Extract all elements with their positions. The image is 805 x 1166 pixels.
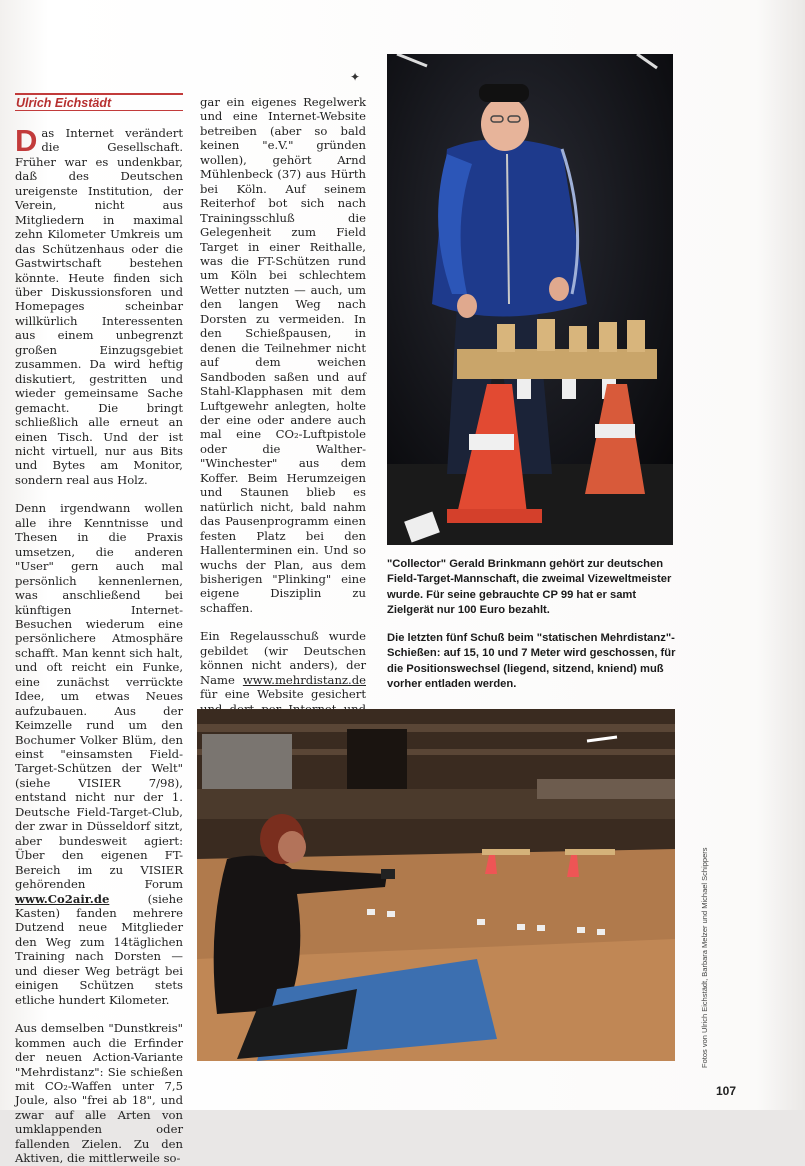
paragraph-2: Denn irgendwann wollen alle ihre Kenntnisse und Thesen in die Praxis umsetzen, die anderen "User" gern auch mal persönlich kennenlernen, was anschließend bei künftigen Internet-Besuchen wiederum eine persönlichere Atmosphäre schafft. Man kennt sich halt, und oft reicht ein Funke, eine zunächst verrückte Idee, um etwas Neues aufzubauen. Aus der Keimzelle rund um den Bochumer Volker Blüm, den einst "einsamsten Field-Target-Schützen der Welt" (siehe VISIER 7/98), entstand nicht nur der 1. Deutsche Field-Target-Club, der zwar in Düsseldorf sitzt, aber bundesweit agiert: Über den eigenen FT-Bereich im zu VISIER gehörenden Forum www.Co2air.de (siehe Kasten) fanden mehrere Dutzend neue Mitglieder den Weg zum 14täglichen Training nach Dorsten — und dieser Weg beträgt bei einigen Schützen stets etliche hundert Kilometer. <box>15 501 183 1007</box>
text-column-1 <box>15 123 183 1166</box>
paragraph-1: Das Internet verändert die Gesellschaft. Früher war es undenkbar, daß des Deutschen ureigenste Institution, der Verein, nicht aus Mitgliedern in maximal zehn Kilometer Umkreis um das Schützenhaus oder die Gastwirtschaft bestehen könnte. Heute finden sich über Diskussionsforen und Homepages scheinbar willkürlich Interessenten aus einem unbegrenzt großen Einzugsgebiet zusammen. Da wird heftig diskutiert, gestritten und wieder gemeinsame Sache gemacht. Die bringt schließlich alle erneut an einen Tisch. Und der ist nicht virtuell, nur aus Bits und Bytes am Monitor, sondern real aus Holz. <box>15 123 183 487</box>
photo-1-illustration <box>387 54 673 545</box>
photo-shooter-in-hall <box>197 709 675 1061</box>
paragraph-5: Ein Regelausschuß wurde gebildet (wir Deutschen können nicht anders), der Name www.mehrdistanz.de für eine Website gesichert <box>200 629 366 702</box>
caption-photo-1: "Collector" Gerald Brinkmann gehört zur deutschen Field-Target-Mannschaft, die zweimal Vizeweltmeister wurde. Für seine gebrauchte CP 99 hat er samt Zielgerät nur 100 Euro bezahlt. <box>387 558 672 616</box>
photo-credit: Fotos von Ulrich Eichstädt, Barbara Melzer und Michael Schippers <box>700 847 709 1068</box>
author-rule-top <box>15 93 183 95</box>
paragraph-3: Aus demselben "Dunstkreis" kommen auch die Erfinder der neuen Action-Variante "Mehrdistanz": Sie schießen mit CO₂-Waffen unter 7,5 Joule, also "frei ab 18", und zwar auf alle Arten von umklappenden oder fallenden Zielen. Zu den Aktiven, die mittlerweile so- <box>15 1021 183 1166</box>
text-column-2 <box>200 95 366 759</box>
photo-2-illustration <box>197 709 675 1061</box>
forum-link[interactable]: www.Co2air.de <box>15 891 110 906</box>
page-number: 107 <box>716 1084 737 1098</box>
website-link[interactable]: www.mehrdistanz.de <box>242 672 366 687</box>
author-rule-bottom <box>15 110 183 111</box>
paragraph-4: gar ein eigenes Regelwerk und eine Internet-Website betreiben (aber so bald keinen "e.V." gründen wollen), gehört Arnd Mühlenbeck (37) aus Hürth bei Köln. Auf seinem Reiterhof bot sich nach Trainingsschluß die Gelegenheit zum Field Target in einer Reithalle, was die FT-Schützen rund um Köln bei schlechtem Wetter nutzten — auch, um den langen Weg nach Dorsten zu vermeiden. In den Schießpausen, in denen die Teilnehmer nicht auf dem weichen Sandboden saßen und auf Stahl-Klapphasen mit dem Luftgewehr anlegten, holte der eine oder andere auch mal eine CO₂-Luftpistole oder die Walther-"Winchester" aus dem Koffer. Beim Herumzeigen und Staunen blieb es natürlich nicht, bald nahm das Pausenprogramm einen festen Platz bei den Hallenterminen ein. Und so wuchs der Plan, aus dem bisherigen "Plinking" eine eigene Disziplin zu schaffen. <box>200 95 366 615</box>
author-name: Ulrich Eichstädt <box>16 96 112 110</box>
scan-mark: ✦ <box>350 70 361 84</box>
drop-cap: D <box>15 123 38 158</box>
photo-man-with-targets <box>387 54 673 545</box>
caption-photo-2: Die letzten fünf Schuß beim "statischen Mehrdistanz"-Schießen: auf 15, 10 und 7 Meter wird geschossen, für die Positionswechsel (liegend, sitzend, kniend) muß vorher entladen werden. <box>387 632 676 690</box>
